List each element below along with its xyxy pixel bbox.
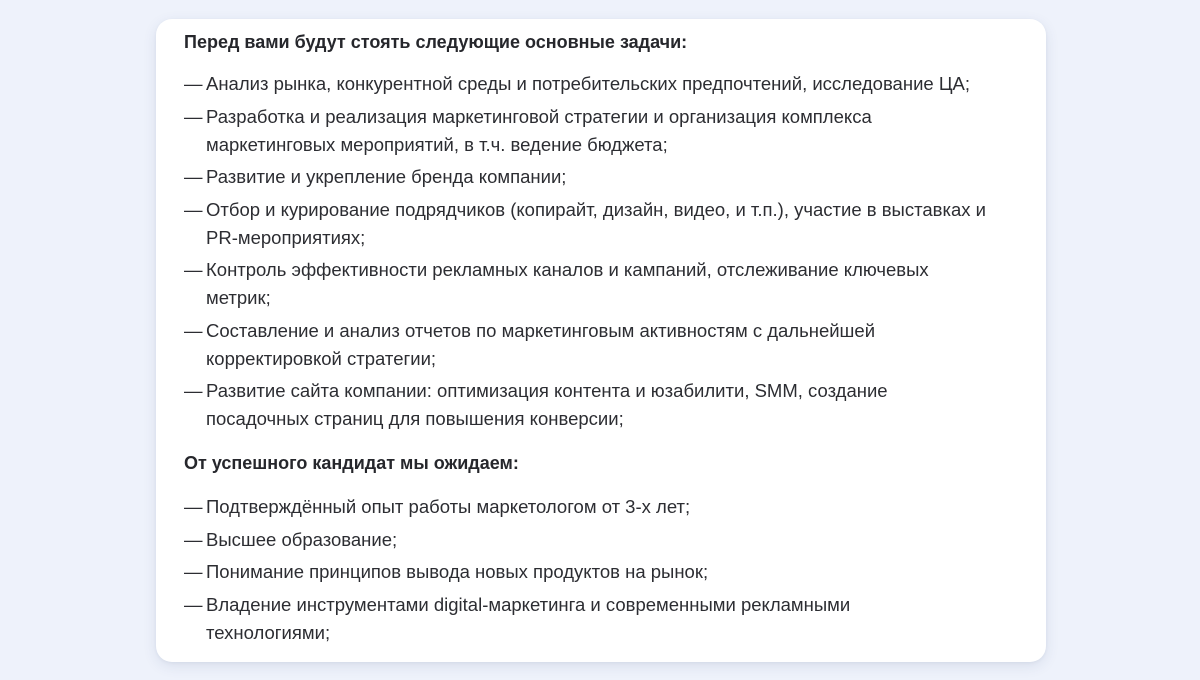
- dash-bullet: —: [184, 380, 203, 401]
- expectation-item: [184, 558, 1036, 586]
- dash-bullet: —: [184, 528, 203, 550]
- expectation-item: [184, 493, 1036, 521]
- expectation-text: Подтверждённый опыт работы маркетологом от 3-х лет;: [206, 496, 691, 517]
- task-item: [184, 163, 1036, 191]
- task-item: [184, 317, 1036, 373]
- dash-bullet: —: [184, 73, 203, 94]
- expectation-text: Понимание принципов вывода новых продуктов на рынок;: [206, 561, 709, 582]
- expectations-heading: От успешного кандидат мы ожидаем:: [184, 453, 519, 473]
- task-text-continued: метрик;: [206, 287, 271, 308]
- dash-bullet: —: [184, 259, 203, 280]
- task-text: Развитие и укрепление бренда компании;: [206, 166, 567, 187]
- dash-bullet: —: [184, 105, 203, 127]
- task-item: [184, 196, 1036, 252]
- task-text: Отбор и курирование подрядчиков (копирайт, дизайн, видео, и т.п.), участие в выставках и: [206, 198, 986, 220]
- dash-bullet: —: [184, 166, 203, 187]
- job-description-card: [156, 19, 1046, 662]
- task-text-continued: маркетинговых мероприятий, в т.ч. ведение бюджета;: [206, 133, 668, 155]
- dash-bullet: —: [184, 561, 203, 582]
- task-item: [184, 103, 1036, 159]
- expectation-text: Владение инструментами digital-маркетинга и современными рекламными: [206, 593, 851, 615]
- expectation-item: [184, 526, 1036, 554]
- tasks-list: [184, 70, 1036, 433]
- expectation-text: Высшее образование;: [206, 528, 398, 550]
- expectation-text-continued: технологиями;: [206, 621, 331, 643]
- dash-bullet: —: [184, 496, 203, 517]
- dash-bullet: —: [184, 319, 203, 341]
- task-text: Анализ рынка, конкурентной среды и потребительских предпочтений, исследование ЦА;: [206, 73, 970, 94]
- task-text: Разработка и реализация маркетинговой стратегии и организация комплекса: [206, 105, 872, 127]
- tasks-heading: Перед вами будут стоять следующие основные задачи:: [184, 32, 688, 52]
- task-item: [184, 256, 1036, 312]
- task-text: Составление и анализ отчетов по маркетинговым активностям с дальнейшей: [206, 319, 876, 341]
- dash-bullet: —: [184, 593, 203, 615]
- expectations-list: [184, 493, 1036, 647]
- task-text-continued: PR-мероприятиях;: [206, 226, 366, 248]
- task-item: [184, 377, 1036, 433]
- task-text-continued: корректировкой стратегии;: [206, 347, 437, 369]
- dash-bullet: —: [184, 198, 203, 220]
- task-text: Развитие сайта компании: оптимизация контента и юзабилити, SMM, создание: [206, 380, 888, 401]
- task-item: [184, 70, 1036, 98]
- task-text-continued: посадочных страниц для повышения конверсии;: [206, 408, 624, 429]
- task-text: Контроль эффективности рекламных каналов и кампаний, отслеживание ключевых: [206, 259, 929, 280]
- expectation-item: [184, 591, 1036, 647]
